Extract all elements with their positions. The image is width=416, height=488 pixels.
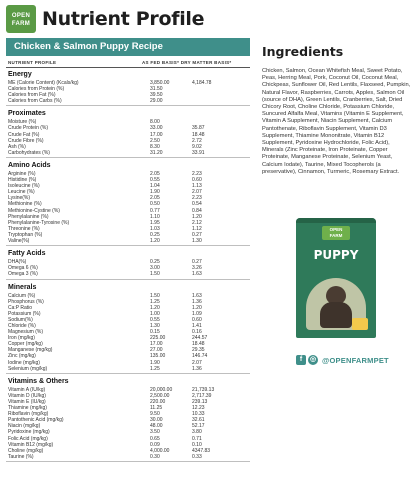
- nutrient-label: Ash (%): [8, 143, 26, 150]
- dry-matter-value: 29.35: [192, 347, 205, 354]
- section-divider: [6, 279, 250, 280]
- as-fed-value: 1.95: [150, 219, 160, 226]
- nutrient-label: Manganese (mg/kg): [8, 347, 53, 354]
- nutrient-label: Threonine (%): [8, 225, 40, 232]
- section-title: Proximates: [8, 110, 46, 118]
- dry-matter-value: 3.80: [192, 429, 202, 436]
- section-title: Vitamins & Others: [8, 377, 69, 385]
- bag-top-seal: [296, 218, 376, 223]
- nutrient-label: Crude Fat (%): [8, 131, 40, 138]
- dry-matter-value: 1.63: [192, 271, 202, 278]
- nutrient-label: Chloride (%): [8, 322, 36, 329]
- as-fed-value: 3,850.00: [150, 80, 170, 86]
- as-fed-value: 220.00: [150, 398, 166, 405]
- nutrient-label: Phosphorus (%): [8, 298, 44, 305]
- as-fed-value: 0.30: [150, 453, 160, 460]
- nutrient-label: Valine(%): [8, 238, 30, 245]
- nutrient-label: Carbohydrates (%): [8, 149, 50, 156]
- section-proximates: [6, 109, 250, 156]
- as-fed-value: 1.50: [150, 292, 160, 299]
- as-fed-value: 0.09: [150, 441, 160, 448]
- as-fed-value: 1.30: [150, 322, 160, 329]
- dry-matter-value: 0.10: [192, 441, 202, 448]
- dry-matter-value: 0.16: [192, 329, 202, 336]
- dry-matter-value: 244.57: [192, 335, 208, 342]
- logo-line-2: FARM: [11, 21, 31, 27]
- nutrient-label: Tryptophan (%): [8, 231, 43, 238]
- section-divider: [6, 157, 250, 158]
- nutrient-label: Crude Fibre (%): [8, 137, 44, 144]
- nutrient-label: Lysine(%): [8, 195, 31, 202]
- nutrient-label: DHA(%): [8, 259, 27, 266]
- section-divider: [6, 461, 250, 462]
- nutrient-label: Iron (mg/kg): [8, 335, 35, 342]
- dry-matter-value: 2,717.39: [192, 392, 212, 399]
- bag-puppy-word: PUPPY: [313, 248, 359, 262]
- section-vitamins-others: [6, 377, 250, 460]
- nutrient-label: Vitamin B12 (mg/kg): [8, 441, 54, 448]
- bag-logo-line-1: OPEN: [329, 227, 343, 232]
- as-fed-value: 3.00: [150, 265, 160, 272]
- section-divider: [6, 373, 250, 374]
- section-title: Amino Acids: [8, 162, 51, 169]
- dry-matter-value: 1.63: [192, 292, 202, 299]
- dry-matter-value: 0.27: [192, 231, 202, 238]
- nutrient-label: Choline (mg/kg): [8, 447, 44, 454]
- as-fed-value: 17.00: [150, 131, 163, 138]
- facebook-icon[interactable]: f: [296, 355, 306, 365]
- table-header-columns: AS FED BASIS* DRY MATTER BASIS*: [142, 60, 232, 65]
- open-farm-logo: [6, 5, 36, 33]
- as-fed-value: 1.20: [150, 304, 160, 311]
- as-fed-value: 1.10: [150, 213, 160, 220]
- as-fed-value: 1.90: [150, 359, 160, 366]
- nutrient-label: Methionine-Cystine (%): [8, 207, 60, 214]
- as-fed-value: 1.03: [150, 225, 160, 232]
- dry-matter-value: 239.13: [192, 398, 208, 405]
- dry-matter-value: 146.74: [192, 353, 208, 360]
- ingredients-text: Chicken, Salmon, Ocean Whitefish Meal, Sweet Potato, Peas, Herring Meal, Pork, Coconut Oil, Coconut Meal, Chickpeas, Sunflower Oil, Red Lentils, Flaxseed, Pumpkin, Natural Flavor, Raspberries, Carrots, Apples, Salmon Oil (source of DHA), Green Lentils, Cranberries, Salt, Dried Chicory Root, Choline Chloride, Potassium Chloride, Suncured Alfalfa Meal, Vitamins (Vitamin E Supplement, Vitamin A Supplement, Niacin Supplement, Calcium Pantothenate, Riboflavin Supplement, Vitamin D3 Supplement, Thiamine Mononitrate, Vitamin B12 Supplement, Pyridoxine Hydrochloride, Folic Acid), Minerals (Zinc Proteinate, Iron Proteinate, Copper Proteinate, Manganese Proteinate, Selenium Yeast, Calcium Iodate), Taurine, Mixed Tocopherols (a preservative), Cinnamon, Turmeric, Rosemary Extract.: [262, 68, 411, 175]
- nutrient-label: Thiamine (mg/kg): [8, 405, 47, 412]
- table-row: [6, 98, 250, 104]
- nutrient-label: Crude Protein (%): [8, 125, 49, 132]
- nutrient-label: Moisture (%): [8, 119, 37, 126]
- nutrient-label: Omega 3 (%): [8, 271, 38, 278]
- nutrient-label: Omega 6 (%): [8, 265, 38, 272]
- dry-matter-value: 18.48: [192, 131, 205, 138]
- nutrient-label: Histidine (%): [8, 177, 37, 184]
- dry-matter-value: 1.20: [192, 304, 202, 311]
- as-fed-value: 2.05: [150, 195, 160, 202]
- nutrient-label: Pyridoxine (mg/kg): [8, 429, 50, 436]
- bag-logo-line-2: FARM: [329, 233, 343, 238]
- as-fed-value: 0.50: [150, 201, 160, 208]
- nutrient-label: Vitamin D (IU/kg): [8, 392, 46, 399]
- as-fed-value: 20,000.00: [150, 386, 173, 393]
- as-fed-value: 1.00: [150, 310, 160, 317]
- table-row: [6, 238, 250, 244]
- nutrient-label: Calories from Carbs (%): [8, 98, 62, 105]
- as-fed-value: 1.04: [150, 183, 160, 190]
- section-title: Minerals: [8, 283, 37, 291]
- dry-matter-value: 2.07: [192, 189, 202, 196]
- dry-matter-value: 0.33: [192, 453, 202, 460]
- nutrient-label: Iodine (mg/kg): [8, 359, 40, 366]
- as-fed-value: 48.00: [150, 423, 163, 430]
- dry-matter-value: 2.23: [192, 195, 202, 202]
- nutrient-label: Vitamin E (IU/kg): [8, 398, 46, 405]
- nutrient-label: Isoleucine (%): [8, 183, 40, 190]
- dry-matter-value: 1.41: [192, 322, 202, 329]
- nutrient-label: Arginine (%): [8, 171, 36, 177]
- as-fed-value: 1.20: [150, 238, 160, 245]
- nutrient-label: Zinc (mg/kg): [8, 353, 36, 360]
- dry-matter-value: 1.20: [192, 213, 202, 220]
- dry-matter-value: 12.23: [192, 405, 205, 412]
- nutrient-label: Phenylalanine-Tyrosine (%): [8, 219, 70, 226]
- dry-matter-value: 18.48: [192, 341, 205, 348]
- dry-matter-value: 2.72: [192, 137, 202, 144]
- as-fed-value: 29.00: [150, 98, 163, 105]
- as-fed-value: 1.90: [150, 189, 160, 196]
- dry-matter-value: 0.60: [192, 177, 202, 184]
- dry-matter-value: 10.33: [192, 411, 205, 418]
- as-fed-value: 30.00: [150, 417, 163, 424]
- as-fed-value: 0.55: [150, 316, 160, 323]
- dry-matter-value: 52.17: [192, 423, 205, 430]
- as-fed-value: 0.15: [150, 329, 160, 336]
- as-fed-value: 8.00: [150, 119, 160, 126]
- nutrient-label: Methionine (%): [8, 201, 42, 208]
- as-fed-value: 9.50: [150, 411, 160, 418]
- dry-matter-value: 2.23: [192, 171, 202, 177]
- social-handle[interactable]: @OPENFARMPET: [322, 355, 389, 365]
- dry-matter-value: 35.87: [192, 125, 205, 132]
- as-fed-value: 3.50: [150, 429, 160, 436]
- dry-matter-value: 9.02: [192, 143, 202, 150]
- bag-logo: [322, 226, 350, 240]
- dry-matter-value: 1.36: [192, 365, 202, 372]
- dry-matter-value: 0.27: [192, 259, 202, 266]
- nutrient-label: Folic Acid (mg/kg): [8, 435, 48, 442]
- section-title: Fatty Acids: [8, 250, 46, 258]
- social-row: [296, 354, 389, 366]
- dry-matter-value: 4347.83: [192, 447, 211, 454]
- section-divider: [6, 245, 250, 246]
- section-fatty-acids: [6, 249, 250, 277]
- dry-matter-value: 2.12: [192, 219, 202, 226]
- nutrient-label: Phenylalanine (%): [8, 213, 49, 220]
- nutrient-label: Copper (mg/kg): [8, 341, 43, 348]
- section-title: Energy: [8, 71, 32, 78]
- nutrient-label: Calories from Fat (%): [8, 92, 56, 99]
- table-row: [6, 454, 250, 460]
- dry-matter-value: 3.26: [192, 265, 202, 272]
- table-header-rule: [6, 67, 250, 68]
- dry-matter-value: 0.84: [192, 207, 202, 214]
- table-header-label: NUTRIENT PROFILE: [8, 60, 57, 65]
- instagram-icon[interactable]: ◎: [309, 356, 317, 363]
- nutrient-label: Vitamin A (IU/kg): [8, 386, 46, 393]
- as-fed-value: 4,000.00: [150, 447, 170, 454]
- as-fed-value: 2,500.00: [150, 392, 170, 399]
- section-divider: [6, 105, 250, 106]
- as-fed-value: 8.30: [150, 143, 160, 150]
- table-header: [6, 58, 250, 67]
- nutrient-label: Sodium(%): [8, 316, 33, 323]
- dry-matter-value: 32.61: [192, 417, 205, 424]
- logo-line-1: OPEN: [11, 13, 31, 19]
- dry-matter-value: 1.12: [192, 225, 202, 232]
- as-fed-value: 39.50: [150, 92, 163, 99]
- dry-matter-value: 2.07: [192, 359, 202, 366]
- nutrient-label: ME (Calorie Content) (Kcals/kg): [8, 80, 79, 86]
- as-fed-value: 17.00: [150, 341, 163, 348]
- as-fed-value: 31.20: [150, 149, 163, 156]
- header: [0, 0, 416, 38]
- as-fed-value: 0.65: [150, 435, 160, 442]
- as-fed-value: 2.05: [150, 171, 160, 177]
- table-row: [6, 271, 250, 277]
- as-fed-value: 2.50: [150, 137, 160, 144]
- as-fed-value: 0.25: [150, 259, 160, 266]
- section-amino-acids: [6, 161, 250, 244]
- nutrient-label: Potassium (%): [8, 310, 41, 317]
- dry-matter-value: 0.71: [192, 435, 202, 442]
- nutrient-label: Taurine (%): [8, 453, 34, 460]
- table-row: [6, 366, 250, 372]
- as-fed-value: 27.00: [150, 347, 163, 354]
- dry-matter-value: 1.36: [192, 298, 202, 305]
- dry-matter-value: 1.13: [192, 183, 202, 190]
- dry-matter-value: 0.60: [192, 316, 202, 323]
- dry-matter-value: 0.54: [192, 201, 202, 208]
- nutrient-label: Ca:P Ratio: [8, 304, 33, 311]
- dog-body-shape: [320, 302, 352, 328]
- nutrient-label: Calcium (%): [8, 292, 36, 299]
- as-fed-value: 1.25: [150, 365, 160, 372]
- dry-matter-value: 33.91: [192, 149, 205, 156]
- product-bag-image: [296, 218, 376, 338]
- bag-badge: [352, 318, 368, 330]
- ingredients-title: Ingredients: [262, 44, 344, 59]
- dry-matter-value: 1.30: [192, 238, 202, 245]
- dry-matter-value: 1.09: [192, 310, 202, 317]
- as-fed-value: 0.77: [150, 207, 160, 214]
- as-fed-value: 225.00: [150, 335, 166, 342]
- nutrient-label: Selenium (mg/kg): [8, 365, 48, 372]
- as-fed-value: 0.25: [150, 231, 160, 238]
- nutrient-label: Pantothenic Acid (mg/kg): [8, 417, 64, 424]
- nutrient-label: Leucine (%): [8, 189, 35, 196]
- nutrient-label: Calories from Protein (%): [8, 86, 65, 93]
- dry-matter-value: 4,184.78: [192, 80, 212, 86]
- recipe-bar: [6, 38, 250, 56]
- as-fed-value: 1.25: [150, 298, 160, 305]
- section-energy: [6, 70, 250, 104]
- nutrient-label: Niacin (mg/kg): [8, 423, 41, 430]
- as-fed-value: 33.00: [150, 125, 163, 132]
- nutrient-label: Riboflavin (mg/kg): [8, 411, 49, 418]
- dry-matter-value: 21,739.13: [192, 386, 215, 393]
- as-fed-value: 11.25: [150, 405, 163, 412]
- section-minerals: [6, 283, 250, 372]
- page-title: Nutrient Profile: [42, 8, 205, 30]
- as-fed-value: 31.50: [150, 86, 163, 93]
- as-fed-value: 1.50: [150, 271, 160, 278]
- as-fed-value: 135.00: [150, 353, 166, 360]
- nutrient-label: Magnesium (%): [8, 329, 44, 336]
- recipe-title: Chicken & Salmon Puppy Recipe: [14, 41, 163, 52]
- table-row: [6, 150, 250, 156]
- as-fed-value: 0.55: [150, 177, 160, 184]
